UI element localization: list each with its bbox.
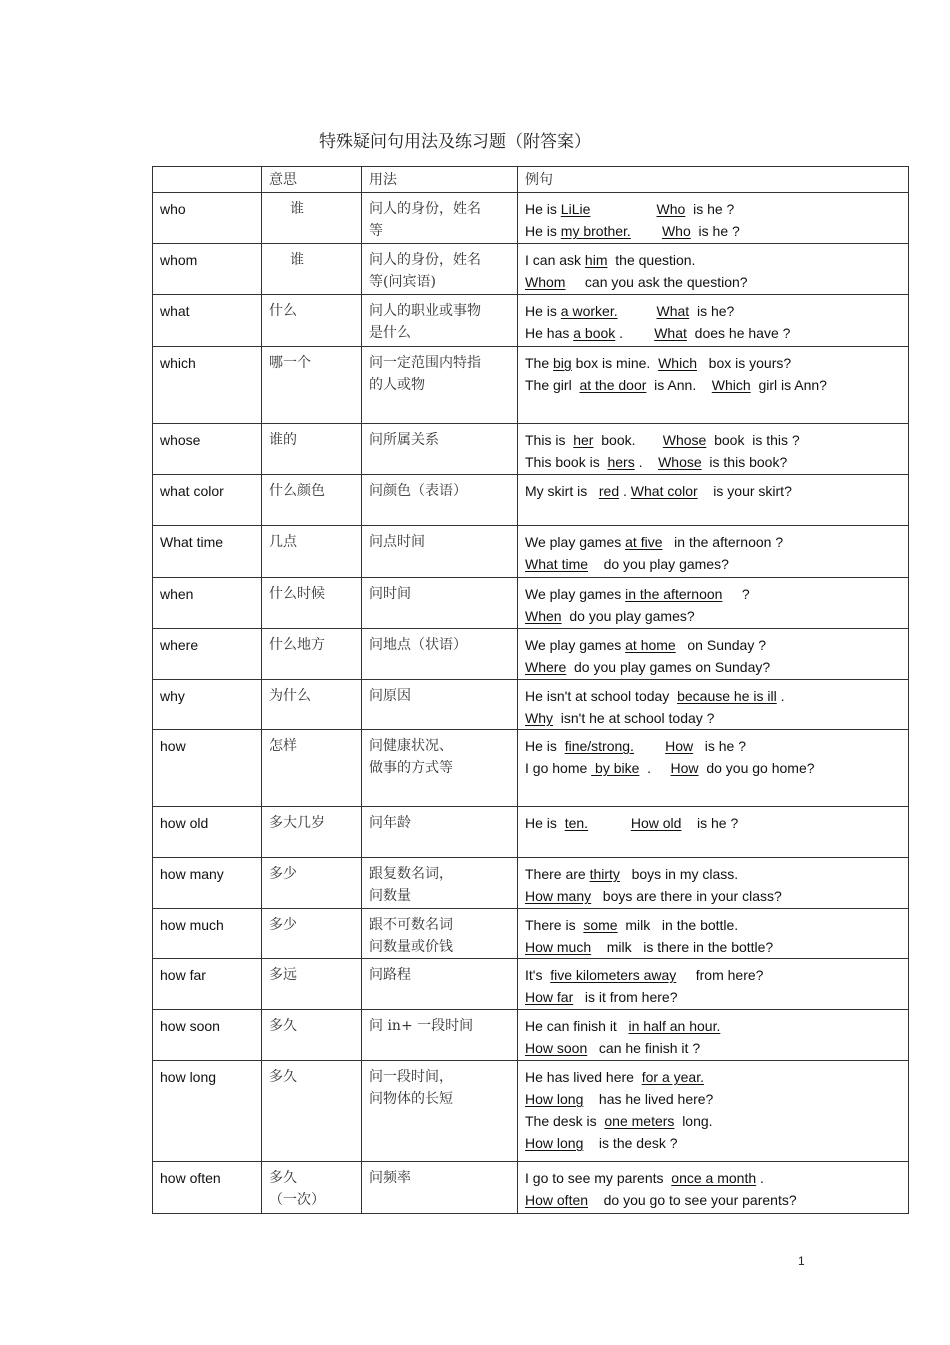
table-row — [153, 1010, 909, 1061]
example-cell — [518, 807, 909, 858]
answer-blank: in the afternoon — [625, 586, 723, 602]
usage-line: 的人或物 — [369, 377, 425, 393]
sentence-text: on Sunday ? — [675, 637, 767, 653]
question-word: whose — [153, 424, 262, 475]
answer-blank: red — [598, 483, 620, 499]
example-sentence — [525, 271, 901, 293]
answer-blank: Who — [661, 223, 691, 239]
question-word: whom — [153, 244, 262, 295]
example-sentence — [525, 812, 901, 834]
answer-blank: When — [525, 608, 562, 624]
sentence-text: He is — [525, 738, 565, 754]
sentence-text: I go home — [525, 760, 592, 776]
sentence-text: does he have ? — [686, 325, 791, 341]
sentence-text: has he lived here? — [583, 1091, 714, 1107]
answer-blank: thirty — [589, 866, 620, 882]
answer-blank: How many — [525, 888, 592, 904]
sentence-text — [588, 815, 631, 831]
answer-blank: once a month — [671, 1170, 757, 1186]
sentence-text: The — [525, 355, 554, 371]
meaning-cell: 多久 — [262, 1061, 362, 1162]
table-row — [153, 1162, 909, 1214]
example-cell — [518, 909, 909, 959]
example-sentence — [525, 198, 901, 220]
example-sentence — [525, 249, 901, 271]
answer-blank: a book — [573, 325, 616, 341]
example-sentence — [525, 1132, 901, 1154]
sentence-text: girl is Ann? — [750, 377, 827, 393]
question-word: What time — [153, 526, 262, 578]
example-sentence — [525, 863, 901, 885]
usage-line: 问一段时间， — [369, 1069, 453, 1085]
sentence-text: milk in the bottle. — [617, 917, 739, 933]
answer-blank: How long — [525, 1091, 584, 1107]
table-row — [153, 295, 909, 347]
page-title: 特殊疑问句用法及练习题（附答案） — [319, 132, 591, 152]
example-sentence — [525, 583, 901, 605]
answer-blank: Whom — [525, 274, 566, 290]
example-cell — [518, 730, 909, 807]
sentence-text: is he? — [689, 303, 735, 319]
example-sentence — [525, 885, 901, 907]
example-sentence — [525, 374, 901, 396]
header-usage: 用法 — [362, 167, 518, 193]
sentence-text: in the afternoon ? — [662, 534, 784, 550]
meaning-cell: 谁 — [262, 244, 362, 295]
meaning-cell: 为什么 — [262, 680, 362, 730]
usage-line: 问 in+ 一段时间 — [369, 1018, 474, 1034]
answer-blank: hers — [607, 454, 635, 470]
question-word: how long — [153, 1061, 262, 1162]
sentence-text: He has lived here — [525, 1069, 642, 1085]
sentence-text: isn't he at school today ? — [553, 710, 715, 726]
usage-line: 问人的身份，姓名 — [369, 201, 481, 217]
answer-blank: for a year. — [641, 1069, 704, 1085]
answer-blank: five kilometers away — [550, 967, 677, 983]
answer-blank: at five — [625, 534, 663, 550]
answer-blank: How old — [630, 815, 682, 831]
example-sentence — [525, 429, 901, 451]
example-sentence — [525, 451, 901, 473]
sentence-text: I can ask — [525, 252, 585, 268]
sentence-text: He is — [525, 223, 561, 239]
answer-blank: How often — [525, 1192, 589, 1208]
example-cell — [518, 475, 909, 526]
sentence-text — [631, 223, 662, 239]
sentence-text: . — [634, 454, 659, 470]
usage-cell — [362, 858, 518, 909]
example-sentence — [525, 707, 901, 729]
example-cell — [518, 959, 909, 1010]
page-number: 1 — [798, 1254, 805, 1268]
example-sentence — [525, 352, 901, 374]
answer-blank: Why — [525, 710, 553, 726]
table-row — [153, 807, 909, 858]
sentence-text: My skirt is — [525, 483, 599, 499]
sentence-text: He is — [525, 815, 565, 831]
table-row — [153, 1061, 909, 1162]
example-cell — [518, 1010, 909, 1061]
usage-line: 问点时间 — [369, 534, 425, 550]
example-sentence — [525, 1167, 901, 1189]
question-word: how old — [153, 807, 262, 858]
question-word: when — [153, 578, 262, 629]
table-row — [153, 680, 909, 730]
meaning-cell: 多大几岁 — [262, 807, 362, 858]
sentence-text: can he finish it ? — [587, 1040, 701, 1056]
meaning-cell: 几点 — [262, 526, 362, 578]
meaning-cell: 多少 — [262, 909, 362, 959]
sentence-text: ? — [722, 586, 750, 602]
answer-blank: at the door — [579, 377, 647, 393]
table-row — [153, 193, 909, 244]
usage-line: 问健康状况、 — [369, 738, 453, 754]
answer-blank: by bike — [591, 760, 640, 776]
example-sentence — [525, 322, 901, 344]
sentence-text: the question. — [607, 252, 696, 268]
answer-blank: Which — [658, 355, 697, 371]
example-sentence — [525, 964, 901, 986]
answer-blank: her — [573, 432, 594, 448]
answer-blank: him — [584, 252, 608, 268]
sentence-text: We play games — [525, 586, 626, 602]
question-word: how much — [153, 909, 262, 959]
example-sentence — [525, 605, 901, 627]
answer-blank: How — [670, 760, 699, 776]
answer-blank: fine/strong. — [564, 738, 634, 754]
example-cell — [518, 347, 909, 424]
sentence-text: milk is there in the bottle? — [591, 939, 774, 955]
example-sentence — [525, 1088, 901, 1110]
answer-blank: How much — [525, 939, 592, 955]
sentence-text: . — [776, 688, 785, 704]
sentence-text: is he ? — [681, 815, 739, 831]
answer-blank: ten. — [564, 815, 589, 831]
meaning-cell: 多少 — [262, 858, 362, 909]
usage-cell — [362, 909, 518, 959]
answer-blank: What — [656, 303, 690, 319]
answer-blank: one meters — [604, 1113, 675, 1129]
table-row — [153, 347, 909, 424]
usage-cell — [362, 295, 518, 347]
example-sentence — [525, 986, 901, 1008]
usage-line: 问原因 — [369, 688, 411, 704]
answer-blank: What time — [525, 556, 589, 572]
answer-blank: at home — [625, 637, 676, 653]
sentence-text: The desk is — [525, 1113, 605, 1129]
answer-blank: How — [665, 738, 694, 754]
example-sentence — [525, 553, 901, 575]
table-row — [153, 959, 909, 1010]
table-row — [153, 629, 909, 680]
sentence-text: He can finish it — [525, 1018, 629, 1034]
sentence-text: boys are there in your class? — [591, 888, 782, 904]
meaning-cell: 什么时候 — [262, 578, 362, 629]
sentence-text: This book is — [525, 454, 608, 470]
answer-blank: some — [583, 917, 618, 933]
usage-cell — [362, 680, 518, 730]
example-cell — [518, 244, 909, 295]
example-sentence — [525, 656, 901, 678]
usage-cell — [362, 959, 518, 1010]
usage-cell — [362, 526, 518, 578]
meaning-cell: 怎样 — [262, 730, 362, 807]
usage-cell — [362, 629, 518, 680]
question-word: what — [153, 295, 262, 347]
sentence-text: do you play games? — [588, 556, 729, 572]
table-row — [153, 424, 909, 475]
meaning-cell: 哪一个 — [262, 347, 362, 424]
sentence-text — [618, 303, 657, 319]
usage-cell — [362, 1162, 518, 1214]
example-sentence — [525, 220, 901, 242]
meaning-cell: 多久 — [262, 1010, 362, 1061]
question-word: how many — [153, 858, 262, 909]
usage-cell — [362, 1061, 518, 1162]
example-cell — [518, 424, 909, 475]
usage-line: 等 — [369, 223, 383, 239]
usage-cell — [362, 193, 518, 244]
table-row — [153, 244, 909, 295]
sentence-text: book is this ? — [706, 432, 800, 448]
example-cell — [518, 680, 909, 730]
meaning-cell: 谁 — [262, 193, 362, 244]
usage-line: 问所属关系 — [369, 432, 439, 448]
answer-blank: my brother. — [560, 223, 631, 239]
usage-line: 问路程 — [369, 967, 411, 983]
usage-line: 问地点（状语） — [369, 637, 467, 653]
sentence-text: It's — [525, 967, 551, 983]
usage-line: 问时间 — [369, 586, 411, 602]
sentence-text: is your skirt? — [697, 483, 792, 499]
answer-blank: Which — [711, 377, 751, 393]
meaning-cell: 什么颜色 — [262, 475, 362, 526]
table-row — [153, 526, 909, 578]
example-cell — [518, 1061, 909, 1162]
example-cell — [518, 295, 909, 347]
usage-cell — [362, 347, 518, 424]
example-cell — [518, 1162, 909, 1214]
table-row — [153, 909, 909, 959]
example-sentence — [525, 757, 901, 779]
usage-line: 跟复数名词， — [369, 866, 453, 882]
usage-line: 问物体的长短 — [369, 1091, 453, 1107]
answer-blank: How long — [525, 1135, 584, 1151]
sentence-text: box is mine. — [571, 355, 659, 371]
question-word: which — [153, 347, 262, 424]
usage-line: 问人的职业或事物 — [369, 303, 481, 319]
usage-line: 问数量或价钱 — [369, 939, 453, 955]
example-sentence — [525, 531, 901, 553]
usage-line: 问年龄 — [369, 815, 411, 831]
answer-blank: Who — [656, 201, 686, 217]
table-header-row — [153, 167, 909, 193]
header-example: 例句 — [518, 167, 909, 193]
usage-line: 做事的方式等 — [369, 760, 453, 776]
answer-blank: Whose — [658, 454, 702, 470]
example-sentence — [525, 480, 901, 502]
answer-blank: a worker. — [560, 303, 618, 319]
sentence-text: There are — [525, 866, 590, 882]
answer-blank: because he is ill — [677, 688, 777, 704]
answer-blank: LiLie — [560, 201, 591, 217]
answer-blank: How far — [525, 989, 574, 1005]
example-sentence — [525, 936, 901, 958]
sentence-text: do you go to see your parents? — [588, 1192, 797, 1208]
example-cell — [518, 526, 909, 578]
sentence-text: is he ? — [690, 223, 740, 239]
answer-blank: What — [654, 325, 687, 341]
example-sentence — [525, 1037, 901, 1059]
question-word: how often — [153, 1162, 262, 1214]
answer-blank: big — [553, 355, 572, 371]
sentence-text: box is yours? — [696, 355, 792, 371]
sentence-text: . — [639, 760, 671, 776]
meaning-cell: 什么地方 — [262, 629, 362, 680]
sentence-text: He isn't at school today — [525, 688, 678, 704]
example-cell — [518, 858, 909, 909]
example-sentence — [525, 300, 901, 322]
meaning-cell: 多久 （一次） — [262, 1162, 362, 1214]
usage-cell — [362, 807, 518, 858]
sentence-text: is this book? — [701, 454, 788, 470]
example-cell — [518, 193, 909, 244]
sentence-text: is he ? — [685, 201, 735, 217]
sentence-text: This is — [525, 432, 574, 448]
example-sentence — [525, 735, 901, 757]
answer-blank: in half an hour. — [628, 1018, 721, 1034]
usage-line: 等(问宾语) — [369, 274, 436, 290]
usage-cell — [362, 1010, 518, 1061]
example-sentence — [525, 634, 901, 656]
answer-blank: Whose — [662, 432, 707, 448]
question-word: how — [153, 730, 262, 807]
example-cell — [518, 578, 909, 629]
sentence-text: from here? — [676, 967, 764, 983]
question-word: how soon — [153, 1010, 262, 1061]
sentence-text: . — [619, 483, 631, 499]
usage-cell — [362, 424, 518, 475]
usage-line: 问数量 — [369, 888, 411, 904]
usage-line: 是什么 — [369, 325, 411, 341]
sentence-text: He is — [525, 303, 561, 319]
sentence-text: . — [756, 1170, 764, 1186]
sentence-text: do you play games? — [561, 608, 695, 624]
usage-line: 跟不可数名词 — [369, 917, 453, 933]
usage-line: 问频率 — [369, 1170, 411, 1186]
sentence-text: We play games — [525, 637, 626, 653]
sentence-text: is Ann. — [646, 377, 712, 393]
answer-blank: Where — [525, 659, 567, 675]
sentence-text: is the desk ? — [583, 1135, 678, 1151]
sentence-text: do you go home? — [698, 760, 815, 776]
answer-blank: What color — [630, 483, 698, 499]
meaning-cell: 什么 — [262, 295, 362, 347]
sentence-text: There is — [525, 917, 584, 933]
sentence-text: long. — [674, 1113, 713, 1129]
sentence-text — [634, 738, 665, 754]
sentence-text: I go to see my parents — [525, 1170, 672, 1186]
usage-line: 问人的身份，姓名 — [369, 252, 481, 268]
sentence-text: is it from here? — [573, 989, 678, 1005]
question-word: where — [153, 629, 262, 680]
table-row — [153, 578, 909, 629]
sentence-text: book. — [593, 432, 663, 448]
usage-cell — [362, 578, 518, 629]
usage-cell — [362, 730, 518, 807]
example-sentence — [525, 685, 901, 707]
usage-cell — [362, 475, 518, 526]
example-sentence — [525, 1110, 901, 1132]
sentence-text: The girl — [525, 377, 580, 393]
usage-line: 问一定范围内特指 — [369, 355, 481, 371]
sentence-text: can you ask the question? — [565, 274, 748, 290]
header-meaning: 意思 — [262, 167, 362, 193]
example-sentence — [525, 914, 901, 936]
usage-cell — [362, 244, 518, 295]
question-word: how far — [153, 959, 262, 1010]
header-word — [153, 167, 262, 193]
example-cell — [518, 629, 909, 680]
answer-blank: How soon — [525, 1040, 588, 1056]
meaning-cell: 多远 — [262, 959, 362, 1010]
example-sentence — [525, 1015, 901, 1037]
question-words-table — [152, 166, 909, 1214]
example-sentence — [525, 1189, 901, 1211]
sentence-text: is he ? — [693, 738, 747, 754]
sentence-text: He has — [525, 325, 574, 341]
sentence-text — [590, 201, 656, 217]
sentence-text: . — [615, 325, 655, 341]
table-row — [153, 475, 909, 526]
sentence-text: We play games — [525, 534, 626, 550]
sentence-text: boys in my class. — [619, 866, 739, 882]
question-word: why — [153, 680, 262, 730]
table-row — [153, 858, 909, 909]
question-word: what color — [153, 475, 262, 526]
example-sentence — [525, 1066, 901, 1088]
sentence-text: He is — [525, 201, 561, 217]
question-word: who — [153, 193, 262, 244]
usage-line: 问颜色（表语） — [369, 483, 467, 499]
table-row — [153, 730, 909, 807]
sentence-text: do you play games on Sunday? — [566, 659, 771, 675]
meaning-cell: 谁的 — [262, 424, 362, 475]
